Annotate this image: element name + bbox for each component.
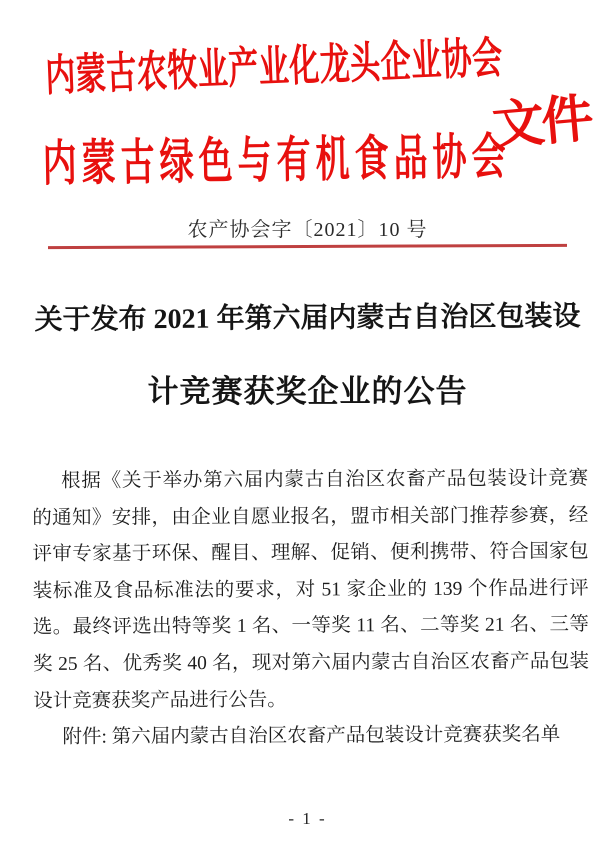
body-line: 奖 25 名、优秀奖 40 名，现对第六届内蒙古自治区农畜产品包装 [32,651,590,675]
title-line1: 关于发布 2021 年第六届内蒙古自治区包装设 [34,301,581,336]
body-text [32,461,590,757]
body-line: 根据《关于举办第六届内蒙古自治区农畜产品包装设计竞赛 [61,468,589,492]
red-divider-line [48,244,567,249]
body-line: 装标准及食品标准法的要求，对 51 家企业的 139 个作品进行评 [32,577,589,602]
doc-number: 农产协会字〔2021〕10 号 [187,219,428,241]
doc-type-label: 文件 [490,90,593,157]
page-number: - 1 - [288,809,327,828]
attachment-line: 附件: 第六届内蒙古自治区农畜产品包装设计竞赛获奖名单 [62,724,561,749]
letterhead-org-line1: 内蒙古农牧业产业化龙头企业协会 [44,34,504,101]
body-line: 的通知》安排，由企业自愿业报名，盟市相关部门推荐参赛，经 [32,504,589,529]
body-line: 选。最终评选出特等奖 1 名、一等奖 11 名、二等奖 21 名、三等 [32,614,589,639]
title-line2: 计竞赛获奖企业的公告 [147,374,468,409]
body-line: 评审专家基于环保、醒目、理解、促销、便利携带、符合国家包 [32,541,589,566]
letterhead-org-line2: 内蒙古绿色与有机食品协会 [42,131,512,193]
body-line: 设计竞赛获奖产品进行公告。 [33,689,287,712]
